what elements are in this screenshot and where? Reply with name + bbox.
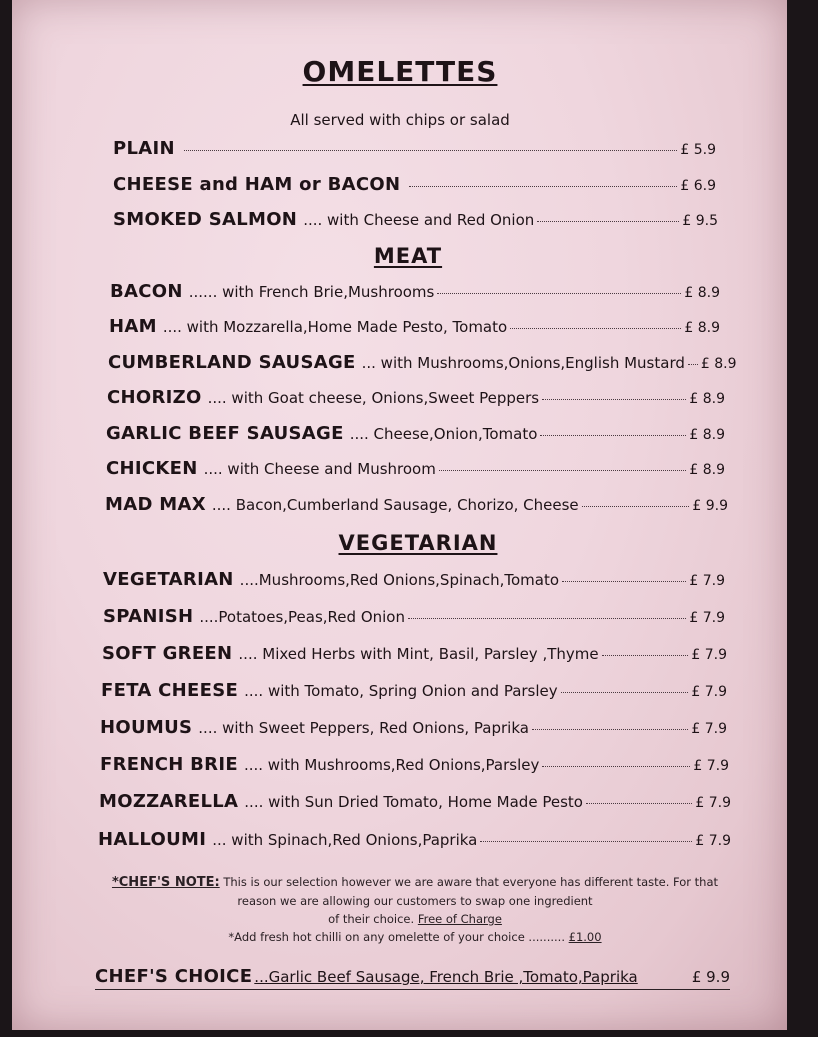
chefs-note: [15, 873, 815, 946]
item-name: PLAIN: [113, 138, 175, 159]
leader-dots: [562, 581, 686, 582]
item-price: £ 9.5: [682, 213, 718, 229]
item-price: £ 5.9: [680, 142, 716, 158]
leader-dots: [602, 655, 689, 656]
item-name: SOFT GREEN: [102, 643, 233, 664]
leader-dots: [582, 506, 690, 507]
menu-item: [100, 717, 727, 743]
item-name: GARLIC BEEF SAUSAGE: [106, 423, 344, 444]
item-description: .... with Goat cheese, Onions,Sweet Peppers: [207, 389, 540, 407]
chefs-note-line-3: [15, 910, 815, 928]
item-description: ....Potatoes,Peas,Red Onion: [199, 608, 405, 626]
leader-dots: [439, 470, 687, 471]
chilli-note: [15, 928, 815, 946]
menu-title: OMELETTES: [302, 55, 498, 88]
item-name: CHORIZO: [107, 387, 202, 408]
menu-item: [108, 352, 737, 378]
menu-item: [106, 458, 725, 484]
page-edge: [806, 0, 818, 1037]
menu-item: [113, 174, 716, 200]
item-description: .... with Mushrooms,Red Onions,Parsley: [243, 756, 540, 774]
chefs-choice-description: ...Garlic Beef Sausage, French Brie ,Tomato,Paprika: [254, 968, 638, 986]
menu-item: [106, 423, 725, 449]
leader-dots: [540, 435, 686, 436]
section-title-vegetarian: VEGETARIAN: [338, 531, 498, 555]
item-description: ....Mushrooms,Red Onions,Spinach,Tomato: [239, 571, 560, 589]
item-price: £ 8.9: [684, 320, 720, 336]
item-price: £ 8.9: [684, 285, 720, 301]
item-description: .... with Tomato, Spring Onion and Parsley: [244, 682, 558, 700]
menu-item: [109, 316, 720, 342]
leader-dots: [510, 328, 681, 329]
item-description: .... with Mozzarella,Home Made Pesto, Tomato: [162, 318, 508, 336]
chilli-note-text: *Add fresh hot chilli on any omelette of your choice ..........: [228, 930, 565, 944]
item-description: .... with Cheese and Red Onion: [303, 211, 535, 229]
menu-item: [113, 138, 716, 164]
item-description: .... with Cheese and Mushroom: [203, 460, 436, 478]
item-name: SPANISH: [103, 606, 194, 627]
leader-dots: [586, 803, 692, 804]
item-description: .... Bacon,Cumberland Sausage, Chorizo, Cheese: [211, 496, 579, 514]
item-price: £ 6.9: [680, 178, 716, 194]
item-description: .... Mixed Herbs with Mint, Basil, Parsley ,Thyme: [238, 645, 599, 663]
chefs-note-text: This is our selection however we are aware that everyone has different taste. For that: [223, 875, 719, 889]
free-of-charge: Free of Charge: [417, 912, 502, 926]
item-name: FETA CHEESE: [101, 680, 239, 701]
item-price: £ 7.9: [695, 833, 731, 849]
menu-item: [110, 281, 720, 307]
leader-dots: [561, 692, 689, 693]
item-description: .... with Sweet Peppers, Red Onions, Paprika: [198, 719, 529, 737]
leader-dots: [537, 221, 679, 222]
menu-subtitle: All served with chips or salad: [290, 111, 510, 129]
leader-dots: [437, 293, 681, 294]
chefs-note-text-3: of their choice.: [328, 912, 415, 926]
leader-dots: [480, 841, 692, 842]
item-price: £ 7.9: [695, 795, 731, 811]
item-name: BACON: [110, 281, 183, 302]
leader-dots: [542, 766, 690, 767]
chefs-note-line-2: reason we are allowing our customers to swap one ingredient: [237, 894, 593, 908]
chefs-note-line-1: [15, 873, 815, 892]
leader-dots: [184, 150, 678, 151]
menu-item: [98, 829, 731, 855]
leader-dots: [408, 618, 686, 619]
item-price: £ 7.9: [689, 573, 725, 589]
item-price: £ 8.9: [689, 391, 725, 407]
item-price: £ 7.9: [691, 684, 727, 700]
item-name: CHEESE and HAM or BACON: [113, 174, 401, 195]
menu-item: [105, 494, 728, 520]
item-name: HALLOUMI: [98, 829, 207, 850]
leader-dots: [409, 186, 677, 187]
item-price: £ 7.9: [693, 758, 729, 774]
item-price: £ 7.9: [691, 721, 727, 737]
menu-item: [102, 643, 727, 669]
section-title-meat: MEAT: [373, 244, 443, 268]
chefs-note-label: *CHEF'S NOTE:: [111, 875, 220, 890]
item-price: £ 9.9: [692, 498, 728, 514]
item-description: .... Cheese,Onion,Tomato: [349, 425, 538, 443]
menu-item: [103, 569, 725, 595]
item-description: ... with Mushrooms,Onions,English Mustard: [361, 354, 685, 372]
item-name: CHICKEN: [106, 458, 198, 479]
menu-item: [103, 606, 725, 632]
chefs-choice-name: CHEF'S CHOICE: [95, 966, 253, 987]
menu-item: [99, 791, 731, 817]
item-name: MAD MAX: [105, 494, 206, 515]
chilli-price: £1.00: [568, 930, 602, 944]
menu-item: [113, 209, 718, 235]
item-price: £ 8.9: [689, 462, 725, 478]
menu-item: [100, 754, 729, 780]
item-name: FRENCH BRIE: [100, 754, 238, 775]
item-name: VEGETARIAN: [103, 569, 234, 590]
item-name: CUMBERLAND SAUSAGE: [108, 352, 356, 373]
item-name: HAM: [109, 316, 157, 337]
menu-item: [101, 680, 727, 706]
menu-item: [107, 387, 725, 413]
chefs-choice-price: £ 9.9: [691, 968, 730, 986]
item-price: £ 7.9: [691, 647, 727, 663]
item-price: £ 8.9: [700, 356, 737, 372]
item-name: SMOKED SALMON: [113, 209, 298, 230]
item-price: £ 7.9: [689, 610, 725, 626]
item-description: .... with Sun Dried Tomato, Home Made Pesto: [244, 793, 583, 811]
chefs-choice: [95, 966, 730, 990]
item-price: £ 8.9: [689, 427, 725, 443]
item-name: HOUMUS: [100, 717, 193, 738]
leader-dots: [688, 364, 698, 365]
leader-dots: [532, 729, 688, 730]
item-name: MOZZARELLA: [99, 791, 239, 812]
item-description: ...... with French Brie,Mushrooms: [188, 283, 435, 301]
leader-dots: [542, 399, 686, 400]
item-description: ... with Spinach,Red Onions,Paprika: [212, 831, 478, 849]
